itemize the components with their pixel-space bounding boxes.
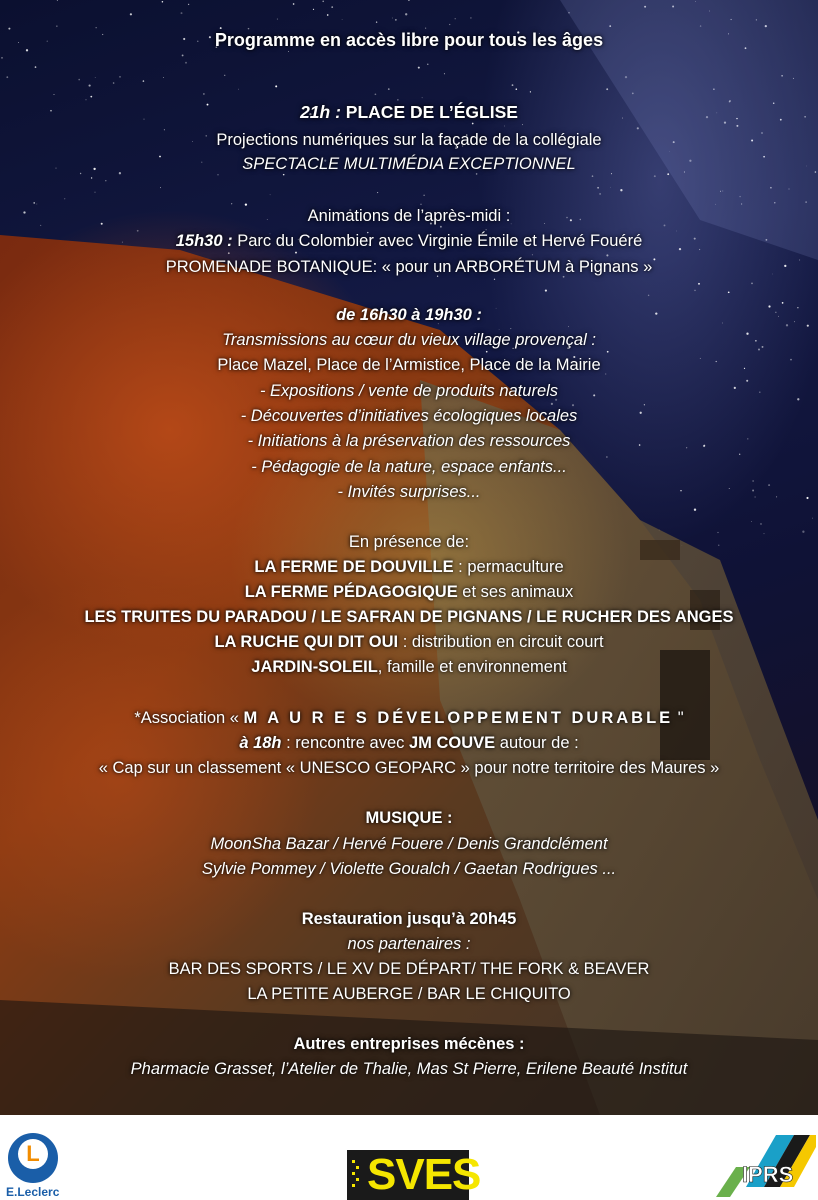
eglise-line (0, 100, 818, 124)
eglise-description: Projections numériques sur la façade de la collégiale (216, 131, 602, 149)
rencontre-person: JM COUVE (409, 734, 496, 752)
douville-name: LA FERME DE DOUVILLE (254, 558, 454, 576)
apres-midi-time: 15h30 : (175, 232, 233, 250)
musique-line: MoonSha Bazar / Hervé Fouere / Denis Grandclément (210, 835, 608, 853)
presence-intro: En présence de: (348, 533, 470, 551)
jardin-name: JARDIN-SOLEIL (251, 658, 378, 676)
promenade-botanique: PROMENADE BOTANIQUE: « pour un ARBORÉTUM à Pignans » (165, 258, 653, 276)
eglise-spectacle: SPECTACLE MULTIMÉDIA EXCEPTIONNEL (242, 155, 576, 173)
village-time: de 16h30 à 19h30 : (336, 306, 482, 324)
iprs-logo (716, 1127, 816, 1199)
rencontre-time: à 18h (239, 734, 282, 752)
sponsor-footer (0, 1115, 818, 1200)
leclerc-logo (6, 1125, 64, 1200)
sves-text: SVES (367, 1150, 481, 1199)
village-transmissions: Transmissions au cœur du vieux village provençal : (222, 331, 596, 349)
village-item: - Invités surprises... (337, 483, 481, 501)
restauration-partners-intro: nos partenaires : (347, 935, 471, 953)
leclerc-name: E.Leclerc (6, 1185, 60, 1199)
iprs-text: IPRS (742, 1162, 794, 1187)
eglise-place: PLACE DE L’ÉGLISE (340, 102, 518, 122)
ruche-desc: : distribution en circuit court (398, 633, 604, 651)
restauration-line: LA PETITE AUBERGE / BAR LE CHIQUITO (247, 985, 571, 1003)
leclerc-letter: L (26, 1141, 40, 1166)
eglise-time: 21h : (300, 102, 341, 122)
rencontre-line (0, 731, 818, 755)
truites-line: LES TRUITES DU PARADOU / LE SAFRAN DE PIGNANS / LE RUCHER DES ANGES (84, 608, 734, 626)
village-item: - Découvertes d’initiatives écologiques locales (240, 407, 578, 425)
association-name: M A U R E S DÉVELOPPEMENT DURABLE (243, 709, 674, 727)
leclerc-circle-icon (8, 1133, 58, 1183)
restauration-title: Restauration jusqu’à 20h45 (301, 910, 517, 928)
association-suffix: " (673, 709, 684, 727)
ruche-name: LA RUCHE QUI DIT OUI (214, 633, 399, 651)
rencontre-about: autour de : (495, 734, 579, 752)
rencontre-text: : rencontre avec (281, 734, 409, 752)
musique-line: Sylvie Pommey / Violette Goualch / Gaetan Rodrigues ... (201, 860, 617, 878)
poster-heading: Programme en accès libre pour tous les âges (214, 30, 604, 50)
musique-title: MUSIQUE : (365, 809, 453, 827)
apres-midi-intro: Animations de l’après-midi : (307, 207, 511, 225)
pedago-name: LA FERME PÉDAGOGIQUE (244, 583, 458, 601)
apres-midi-description: Parc du Colombier avec Virginie Émile et Hervé Fouéré (232, 232, 643, 250)
association-prefix: *Association « (134, 709, 244, 727)
jardin-desc: , famille et environnement (377, 658, 567, 676)
sves-logo (347, 1150, 481, 1200)
mecenes-title: Autres entreprises mécènes : (293, 1035, 525, 1053)
jardin-line (0, 655, 818, 679)
apres-midi-line (0, 229, 818, 253)
douville-desc: : permaculture (453, 558, 564, 576)
sves-dots-icon (351, 1158, 361, 1194)
douville-line (0, 555, 818, 579)
village-places: Place Mazel, Place de l’Armistice, Place de la Mairie (217, 356, 601, 374)
pedago-line (0, 580, 818, 604)
village-item: - Expositions / vente de produits naturels (259, 382, 559, 400)
mecenes-list: Pharmacie Grasset, l’Atelier de Thalie, Mas St Pierre, Erilene Beauté Institut (130, 1060, 688, 1078)
pedago-desc: et ses animaux (457, 583, 574, 601)
unesco-line: « Cap sur un classement « UNESCO GEOPARC » pour notre territoire des Maures » (98, 759, 720, 777)
ruche-line (0, 630, 818, 654)
village-item: - Pédagogie de la nature, espace enfants... (251, 458, 567, 476)
village-item: - Initiations à la préservation des ressources (247, 432, 571, 450)
restauration-line: BAR DES SPORTS / LE XV DE DÉPART/ THE FORK & BEAVER (168, 960, 650, 978)
association-line (0, 706, 818, 730)
